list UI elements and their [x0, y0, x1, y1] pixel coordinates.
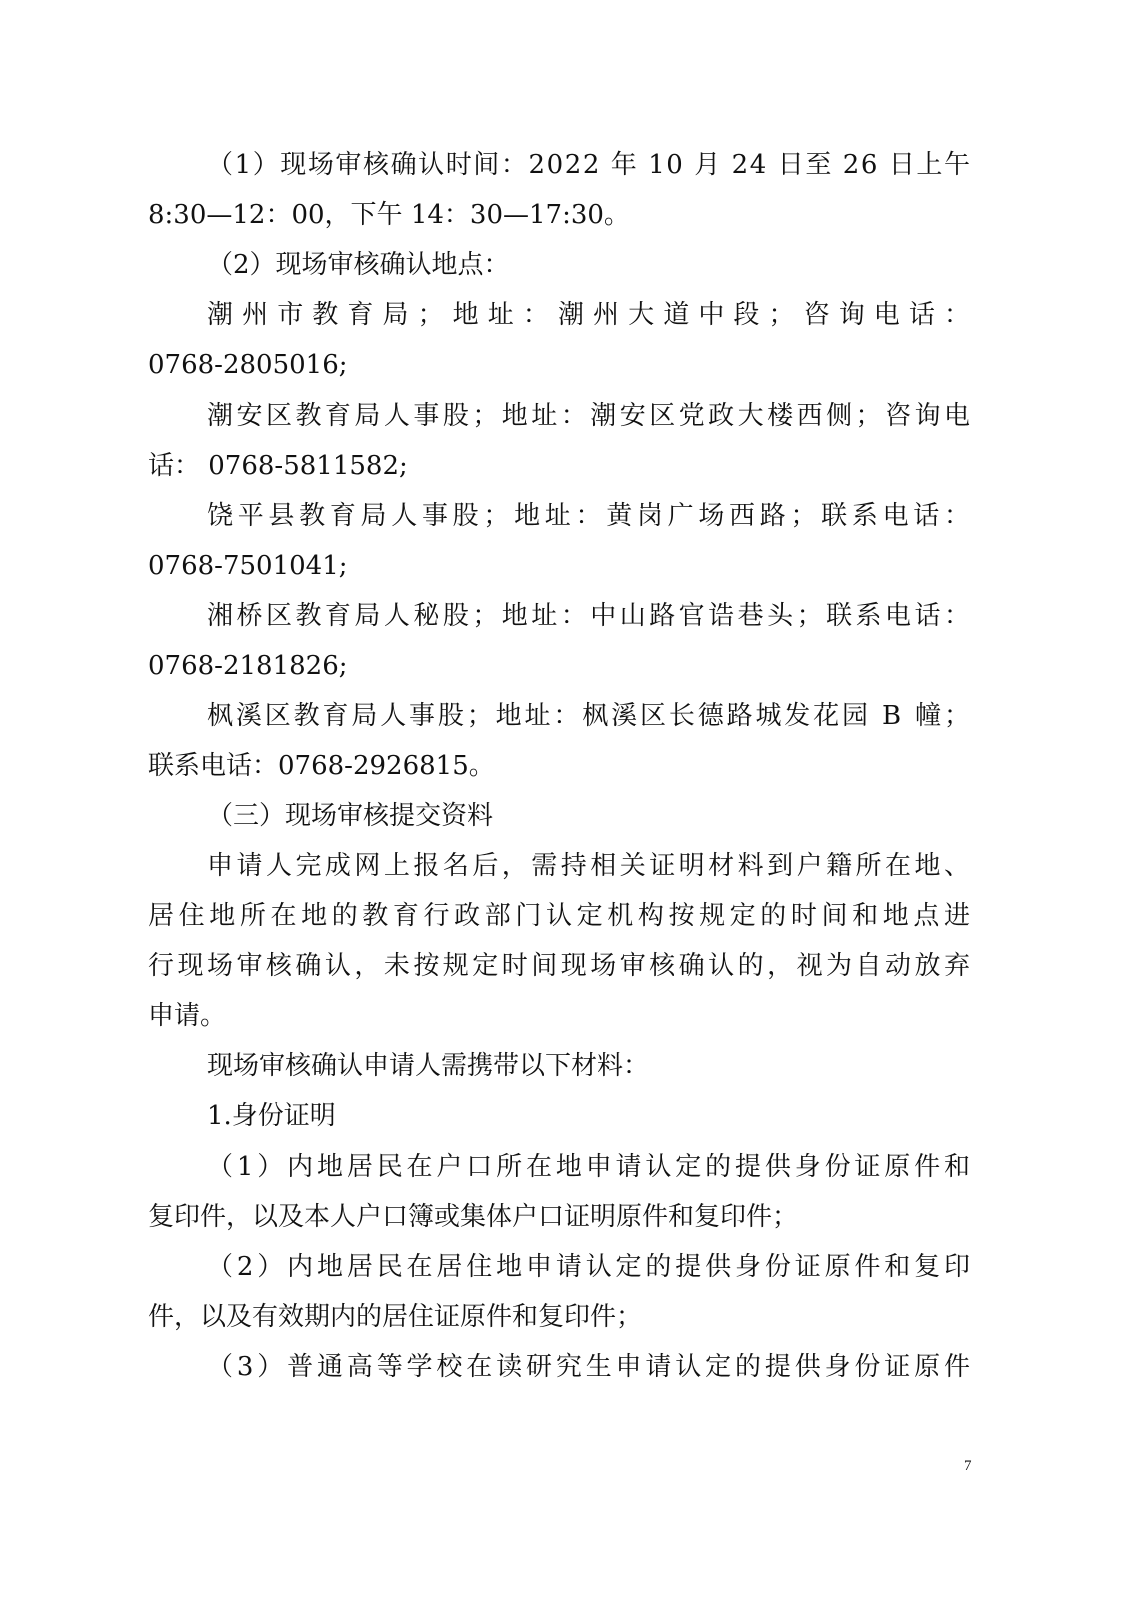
line-review-time-cont: 8:30—12：00，下午 14：30—17:30。 — [148, 200, 630, 230]
line-materials-para-4: 申请。 — [148, 1001, 227, 1031]
line-id-proof-1: （1）内地居民在户口所在地申请认定的提供身份证原件和 — [207, 1152, 974, 1182]
line-materials-para-2: 居住地所在地的教育行政部门认定机构按规定的时间和地点进 — [148, 901, 975, 931]
line-xiangqiao-bureau: 湘桥区教育局人秘股；地址：中山路官诰巷头；联系电话： — [207, 601, 974, 631]
line-materials-para-1: 申请人完成网上报名后，需持相关证明材料到户籍所在地、 — [207, 851, 974, 881]
line-xiangqiao-phone: 0768-2181826; — [148, 651, 348, 681]
line-fengxi-phone: 联系电话：0768-2926815。 — [148, 751, 495, 781]
line-chaozhou-bureau: 潮州市教育局；地址：潮州大道中段；咨询电话： — [207, 300, 980, 330]
line-review-location: （2）现场审核确认地点： — [207, 250, 510, 280]
line-chaoan-phone: 话： 0768-5811582; — [148, 451, 408, 481]
line-chaoan-bureau: 潮安区教育局人事股；地址：潮安区党政大楼西侧；咨询电 — [207, 401, 974, 431]
line-materials-para-3: 行现场审核确认，未按规定时间现场审核确认的，视为自动放弃 — [148, 951, 974, 981]
section-heading-materials: （三）现场审核提交资料 — [207, 801, 494, 831]
line-materials-list-intro: 现场审核确认申请人需携带以下材料： — [207, 1051, 650, 1081]
line-fengxi-bureau: 枫溪区教育局人事股；地址：枫溪区长德路城发花园 B 幢； — [207, 701, 973, 731]
line-id-proof-3: （3）普通高等学校在读研究生申请认定的提供身份证原件 — [207, 1352, 974, 1382]
line-on-site-review-time: （1）现场审核确认时间：2022 年 10 月 24 日至 26 日上午 — [207, 150, 972, 180]
line-raoping-phone: 0768-7501041; — [148, 551, 348, 581]
line-id-proof-2: （2）内地居民在居住地申请认定的提供身份证原件和复印 — [207, 1252, 974, 1282]
line-raoping-bureau: 饶平县教育局人事股；地址：黄岗广场西路；联系电话： — [207, 501, 975, 531]
line-id-proof-2-cont: 件，以及有效期内的居住证原件和复印件； — [148, 1302, 643, 1332]
line-chaozhou-phone: 0768-2805016; — [148, 350, 348, 380]
page-number: 7 — [964, 1458, 972, 1474]
item-heading-id-proof: 1.身份证明 — [207, 1101, 336, 1131]
line-id-proof-1-cont: 复印件，以及本人户口簿或集体户口证明原件和复印件； — [148, 1202, 799, 1232]
